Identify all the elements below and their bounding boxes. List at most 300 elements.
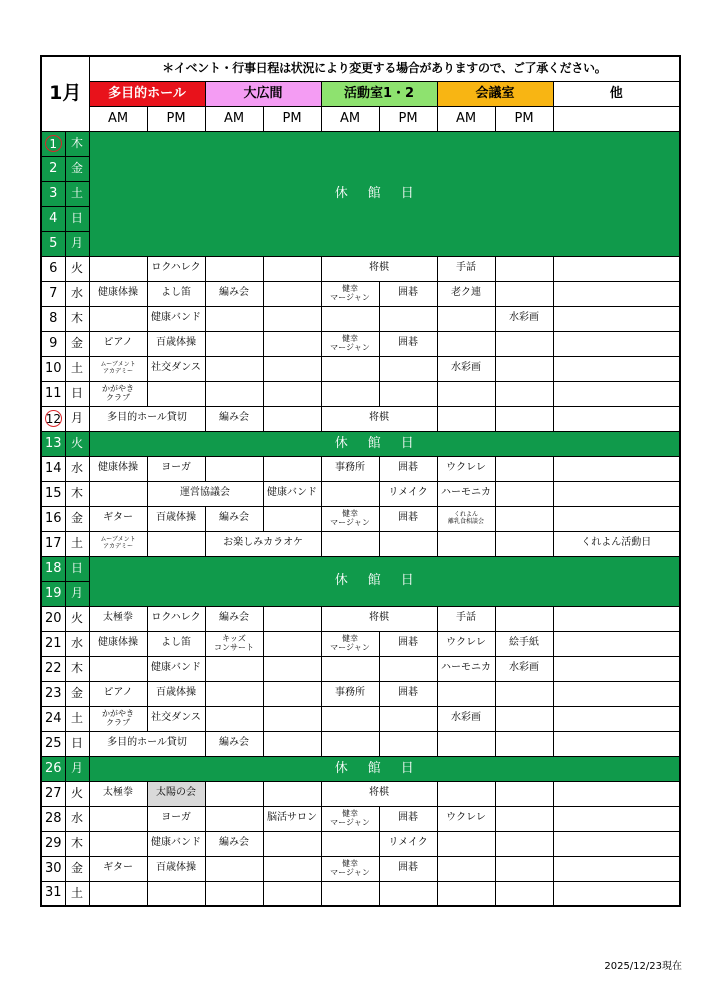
event-cell [495, 456, 553, 481]
day-number: 5 [41, 231, 65, 256]
day-number [41, 131, 65, 156]
event-cell [321, 381, 379, 406]
other-subheader [553, 106, 680, 131]
weekday: 木 [65, 656, 89, 681]
event-cell: 太極拳 [89, 781, 147, 806]
event-cell [437, 331, 495, 356]
closed-label: 休館日 [89, 556, 680, 606]
event-cell: 健康バンド [147, 656, 205, 681]
event-cell [263, 256, 321, 281]
event-cell [321, 306, 379, 331]
day-number: 23 [41, 681, 65, 706]
event-cell [263, 406, 321, 431]
weekday: 土 [65, 356, 89, 381]
event-cell [495, 356, 553, 381]
event-cell [263, 656, 321, 681]
event-cell [205, 806, 263, 831]
weekday: 水 [65, 456, 89, 481]
event-cell: 囲碁 [379, 631, 437, 656]
event-cell [89, 256, 147, 281]
weekday: 月 [65, 581, 89, 606]
day-number: 11 [41, 381, 65, 406]
event-cell: 絵手紙 [495, 631, 553, 656]
day-row [41, 506, 680, 531]
event-cell [495, 406, 553, 431]
event-cell: 囲碁 [379, 856, 437, 881]
event-cell [379, 306, 437, 331]
event-cell [495, 681, 553, 706]
other-cell [553, 706, 680, 731]
event-cell: 脳活サロン [263, 806, 321, 831]
weekday: 金 [65, 681, 89, 706]
other-cell [553, 831, 680, 856]
event-cell: 健康バンド [263, 481, 321, 506]
event-cell [263, 356, 321, 381]
event-cell [321, 356, 379, 381]
weekday: 月 [65, 231, 89, 256]
event-cell [379, 531, 437, 556]
day-row [41, 806, 680, 831]
event-cell [263, 831, 321, 856]
closed-row [41, 556, 680, 581]
event-cell [379, 706, 437, 731]
event-cell: 編み会 [205, 606, 263, 631]
event-cell: 多目的ホール貸切 [89, 406, 205, 431]
event-cell [495, 381, 553, 406]
event-cell: 編み会 [205, 506, 263, 531]
day-number: 21 [41, 631, 65, 656]
other-cell [553, 331, 680, 356]
day-number: 14 [41, 456, 65, 481]
other-cell [553, 656, 680, 681]
event-cell [263, 306, 321, 331]
event-cell: 健幸 マージャン [321, 856, 379, 881]
event-cell: 健幸 マージャン [321, 806, 379, 831]
day-row [41, 706, 680, 731]
event-cell [89, 656, 147, 681]
other-cell [553, 731, 680, 756]
event-cell: ウクレレ [437, 806, 495, 831]
event-cell [321, 881, 379, 906]
closed-row [41, 756, 680, 781]
event-cell: 水彩画 [495, 656, 553, 681]
event-cell: ギター [89, 506, 147, 531]
am-header: AM [89, 106, 147, 131]
room-header: 会議室 [437, 81, 553, 106]
event-cell [495, 856, 553, 881]
weekday: 日 [65, 206, 89, 231]
event-cell [263, 731, 321, 756]
day-number: 10 [41, 356, 65, 381]
other-cell [553, 406, 680, 431]
day-row [41, 781, 680, 806]
event-cell [205, 381, 263, 406]
event-cell: 囲碁 [379, 456, 437, 481]
weekday: 日 [65, 556, 89, 581]
event-cell: 健幸 マージャン [321, 506, 379, 531]
pm-header: PM [379, 106, 437, 131]
event-cell: ピアノ [89, 331, 147, 356]
event-cell [321, 481, 379, 506]
event-cell: くれよん 離乳食相談会 [437, 506, 495, 531]
event-cell [263, 706, 321, 731]
weekday: 水 [65, 631, 89, 656]
other-cell [553, 856, 680, 881]
day-number: 7 [41, 281, 65, 306]
other-cell [553, 356, 680, 381]
event-cell [263, 381, 321, 406]
event-cell [379, 731, 437, 756]
event-cell: 健康体操 [89, 456, 147, 481]
event-cell [321, 731, 379, 756]
event-cell: 囲碁 [379, 681, 437, 706]
day-row [41, 856, 680, 881]
pm-header: PM [495, 106, 553, 131]
weekday: 木 [65, 306, 89, 331]
event-cell [205, 656, 263, 681]
weekday: 木 [65, 831, 89, 856]
event-cell: 編み会 [205, 831, 263, 856]
event-cell: 将棋 [321, 256, 437, 281]
event-cell: 健康体操 [89, 281, 147, 306]
event-cell: よし笛 [147, 281, 205, 306]
event-cell [263, 281, 321, 306]
other-cell [553, 606, 680, 631]
event-cell [205, 356, 263, 381]
am-header: AM [205, 106, 263, 131]
day-number: 13 [41, 431, 65, 456]
day-row [41, 656, 680, 681]
event-cell: 健康バンド [147, 306, 205, 331]
day-row [41, 281, 680, 306]
day-number: 26 [41, 756, 65, 781]
event-cell [321, 531, 379, 556]
weekday: 土 [65, 181, 89, 206]
day-row [41, 456, 680, 481]
event-cell: 健幸 マージャン [321, 281, 379, 306]
event-cell [263, 331, 321, 356]
event-cell: 将棋 [321, 781, 437, 806]
room-header: 他 [553, 81, 680, 106]
day-number: 6 [41, 256, 65, 281]
event-cell: ムーブメント アカデミー [89, 531, 147, 556]
day-number: 28 [41, 806, 65, 831]
weekday: 金 [65, 506, 89, 531]
weekday: 日 [65, 381, 89, 406]
am-header: AM [321, 106, 379, 131]
event-cell: 囲碁 [379, 331, 437, 356]
event-cell [495, 531, 553, 556]
day-row [41, 481, 680, 506]
pm-header: PM [263, 106, 321, 131]
event-cell: 健幸 マージャン [321, 631, 379, 656]
event-cell [495, 806, 553, 831]
day-number: 8 [41, 306, 65, 331]
event-cell: 将棋 [321, 406, 437, 431]
event-cell: 手話 [437, 606, 495, 631]
as-of-date: 2025/12/23現在 [604, 961, 682, 972]
day-row [41, 831, 680, 856]
event-cell [263, 631, 321, 656]
closed-label: 休館日 [89, 131, 680, 256]
event-cell: 水彩画 [437, 356, 495, 381]
event-cell: ギター [89, 856, 147, 881]
event-cell [495, 331, 553, 356]
event-cell: リメイク [379, 831, 437, 856]
event-cell: 事務所 [321, 456, 379, 481]
event-cell [263, 781, 321, 806]
event-cell [495, 481, 553, 506]
event-cell [495, 881, 553, 906]
other-cell [553, 306, 680, 331]
room-header: 活動室1・2 [321, 81, 437, 106]
event-cell [205, 331, 263, 356]
event-cell: 太陽の会 [147, 781, 205, 806]
day-number: 31 [41, 881, 65, 906]
event-cell [437, 306, 495, 331]
day-row [41, 681, 680, 706]
day-number: 19 [41, 581, 65, 606]
event-cell: ピアノ [89, 681, 147, 706]
event-cell [205, 781, 263, 806]
event-cell: キッズ コンサート [205, 631, 263, 656]
event-cell: リメイク [379, 481, 437, 506]
event-cell [437, 781, 495, 806]
event-cell: 水彩画 [437, 706, 495, 731]
event-cell [437, 531, 495, 556]
day-row [41, 406, 680, 431]
day-number: 20 [41, 606, 65, 631]
event-cell: ロクハレク [147, 256, 205, 281]
event-cell: 健康バンド [147, 831, 205, 856]
event-cell: ハーモニカ [437, 481, 495, 506]
day-row [41, 631, 680, 656]
event-cell: 水彩画 [495, 306, 553, 331]
closed-label: 休館日 [89, 756, 680, 781]
event-cell: ハーモニカ [437, 656, 495, 681]
day-number: 9 [41, 331, 65, 356]
event-cell: お楽しみカラオケ [205, 531, 321, 556]
event-cell [263, 856, 321, 881]
event-cell: 百歳体操 [147, 331, 205, 356]
day-number: 17 [41, 531, 65, 556]
event-cell [437, 856, 495, 881]
event-cell [495, 256, 553, 281]
event-cell [379, 656, 437, 681]
event-cell: よし笛 [147, 631, 205, 656]
event-cell: 事務所 [321, 681, 379, 706]
other-cell: くれよん活動日 [553, 531, 680, 556]
event-cell: 囲碁 [379, 506, 437, 531]
event-cell: かがやき クラブ [89, 706, 147, 731]
weekday: 木 [65, 131, 89, 156]
day-row [41, 331, 680, 356]
event-cell [89, 806, 147, 831]
weekday: 日 [65, 731, 89, 756]
event-cell [321, 831, 379, 856]
event-cell [205, 306, 263, 331]
day-row [41, 531, 680, 556]
day-row [41, 381, 680, 406]
event-cell: 百歳体操 [147, 681, 205, 706]
event-cell: 百歳体操 [147, 856, 205, 881]
event-cell [205, 456, 263, 481]
event-cell [89, 831, 147, 856]
event-cell: 編み会 [205, 731, 263, 756]
other-cell [553, 806, 680, 831]
event-cell [495, 731, 553, 756]
event-cell: 将棋 [321, 606, 437, 631]
day-number: 4 [41, 206, 65, 231]
weekday: 月 [65, 756, 89, 781]
notice-text: ＊イベント・行事日程は状況により変更する場合がありますので、ご了承ください。 [89, 56, 680, 81]
event-cell [437, 881, 495, 906]
event-cell [147, 381, 205, 406]
event-cell [379, 356, 437, 381]
event-cell [263, 681, 321, 706]
event-cell: 百歳体操 [147, 506, 205, 531]
other-cell [553, 381, 680, 406]
day-number: 29 [41, 831, 65, 856]
day-row [41, 606, 680, 631]
day-number: 16 [41, 506, 65, 531]
day-row [41, 356, 680, 381]
event-cell [495, 706, 553, 731]
event-cell [495, 281, 553, 306]
event-cell [379, 381, 437, 406]
weekday: 火 [65, 781, 89, 806]
event-cell [437, 406, 495, 431]
other-cell [553, 481, 680, 506]
event-cell [147, 531, 205, 556]
other-cell [553, 281, 680, 306]
other-cell [553, 256, 680, 281]
event-cell [263, 881, 321, 906]
event-cell [437, 831, 495, 856]
event-cell: 社交ダンス [147, 356, 205, 381]
event-cell: ムーブメント アカデミー [89, 356, 147, 381]
day-row [41, 731, 680, 756]
event-cell: ヨーガ [147, 456, 205, 481]
day-circle: 1 [45, 135, 62, 152]
event-cell: 囲碁 [379, 281, 437, 306]
pm-header: PM [147, 106, 205, 131]
event-cell [205, 856, 263, 881]
event-cell [147, 881, 205, 906]
event-cell [89, 881, 147, 906]
room-header: 大広間 [205, 81, 321, 106]
other-cell [553, 681, 680, 706]
other-cell [553, 631, 680, 656]
event-cell: ロクハレク [147, 606, 205, 631]
month-label: 1月 [41, 56, 89, 131]
event-cell [321, 706, 379, 731]
weekday: 金 [65, 156, 89, 181]
day-circle: 12 [45, 412, 62, 426]
event-cell [263, 506, 321, 531]
day-number: 15 [41, 481, 65, 506]
event-cell [379, 881, 437, 906]
event-cell: 社交ダンス [147, 706, 205, 731]
event-cell: ウクレレ [437, 456, 495, 481]
weekday: 金 [65, 331, 89, 356]
day-number: 2 [41, 156, 65, 181]
day-number: 30 [41, 856, 65, 881]
weekday: 火 [65, 606, 89, 631]
weekday: 土 [65, 881, 89, 906]
event-cell: 老ク連 [437, 281, 495, 306]
closed-row [41, 431, 680, 456]
event-cell: 囲碁 [379, 806, 437, 831]
event-cell [205, 706, 263, 731]
day-number: 18 [41, 556, 65, 581]
event-cell: 運営協議会 [147, 481, 263, 506]
weekday: 木 [65, 481, 89, 506]
weekday: 水 [65, 806, 89, 831]
weekday: 水 [65, 281, 89, 306]
closed-row [41, 131, 680, 156]
event-cell [205, 681, 263, 706]
am-header: AM [437, 106, 495, 131]
event-cell: 太極拳 [89, 606, 147, 631]
weekday: 月 [65, 406, 89, 431]
weekday: 土 [65, 706, 89, 731]
day-number: 25 [41, 731, 65, 756]
day-number: 3 [41, 181, 65, 206]
event-cell: かがやき クラブ [89, 381, 147, 406]
event-cell [437, 731, 495, 756]
event-cell: 編み会 [205, 406, 263, 431]
event-cell [437, 681, 495, 706]
event-cell: 編み会 [205, 281, 263, 306]
other-cell [553, 456, 680, 481]
event-cell [321, 656, 379, 681]
event-cell [437, 381, 495, 406]
event-cell [263, 456, 321, 481]
day-number: 22 [41, 656, 65, 681]
event-cell [263, 606, 321, 631]
event-cell [495, 831, 553, 856]
day-row [41, 306, 680, 331]
event-cell: 多目的ホール貸切 [89, 731, 205, 756]
day-row [41, 256, 680, 281]
closed-label: 休館日 [89, 431, 680, 456]
event-cell [495, 606, 553, 631]
schedule-table [40, 55, 681, 907]
event-cell: ウクレレ [437, 631, 495, 656]
day-row [41, 881, 680, 906]
event-cell [205, 881, 263, 906]
weekday: 火 [65, 431, 89, 456]
event-cell: 手話 [437, 256, 495, 281]
other-cell [553, 881, 680, 906]
event-cell [89, 481, 147, 506]
event-cell [205, 256, 263, 281]
room-header: 多目的ホール [89, 81, 205, 106]
event-cell: 健幸 マージャン [321, 331, 379, 356]
other-cell [553, 781, 680, 806]
weekday: 土 [65, 531, 89, 556]
day-number: 24 [41, 706, 65, 731]
other-cell [553, 506, 680, 531]
event-cell: 健康体操 [89, 631, 147, 656]
event-cell: ヨーガ [147, 806, 205, 831]
day-number: 27 [41, 781, 65, 806]
event-cell [89, 306, 147, 331]
weekday: 金 [65, 856, 89, 881]
day-number [41, 406, 65, 431]
event-cell [495, 781, 553, 806]
